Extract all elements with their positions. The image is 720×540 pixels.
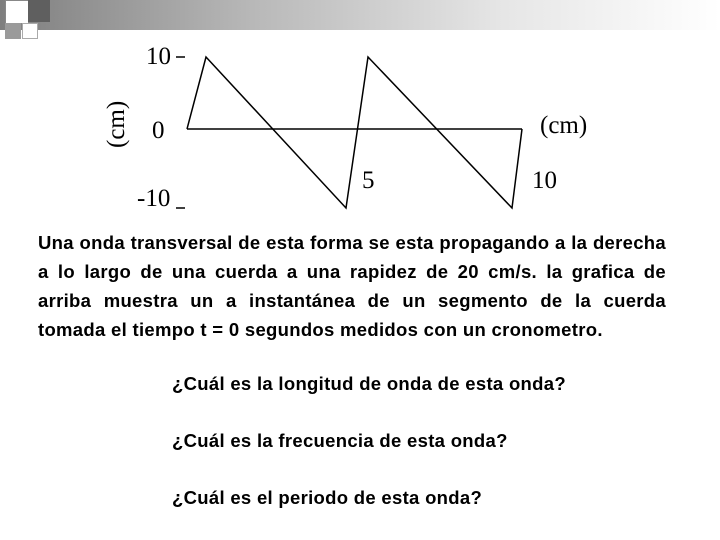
sawtooth-wave bbox=[187, 57, 522, 208]
x-axis-unit: (cm) bbox=[540, 112, 588, 139]
y-axis-unit: (cm) bbox=[103, 100, 130, 148]
decoration-square bbox=[5, 0, 29, 24]
decoration-square bbox=[5, 23, 21, 39]
y-tick-label-bottom: -10 bbox=[137, 185, 171, 212]
decoration-square bbox=[28, 0, 50, 22]
header-decoration-bar bbox=[0, 0, 720, 30]
question-wavelength: ¿Cuál es la longitud de onda de esta onda? bbox=[172, 373, 566, 394]
decoration-square bbox=[22, 23, 38, 39]
x-tick-label-mid: 5 bbox=[362, 167, 375, 194]
y-tick-label-zero: 0 bbox=[152, 117, 165, 144]
question-frequency: ¿Cuál es la frecuencia de esta onda? bbox=[172, 430, 508, 451]
y-tick-label-top: 10 bbox=[146, 43, 171, 70]
x-tick-label-end: 10 bbox=[532, 167, 557, 194]
problem-statement: Una onda transversal de esta forma se esta propagando a la derecha a lo largo de una cuerda a una rapidez de 20 cm/s. la grafica de arriba muestra un a instantánea de un segmento de la cuerda tomada el tiempo t = 0 segundos medidos con un cronometro. bbox=[38, 232, 666, 340]
question-period: ¿Cuál es el periodo de esta onda? bbox=[172, 487, 483, 508]
